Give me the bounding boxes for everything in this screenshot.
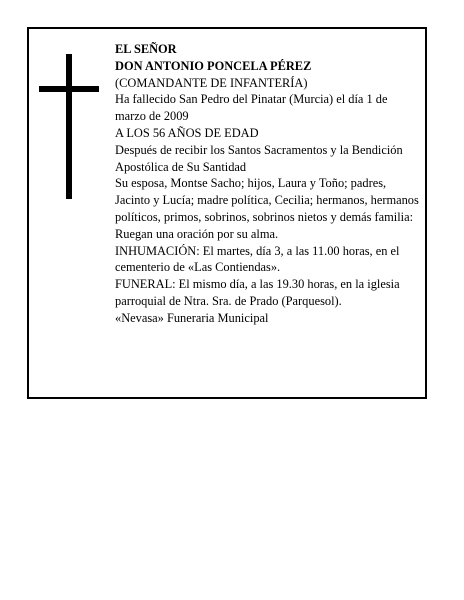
family-list: Su esposa, Montse Sacho; hijos, Laura y Toño; padres, Jacinto y Lucía; madre política, Cecilia; hermanos, hermanos políticos, primos, sobrinos, sobrinos nietos y demás familia: [115, 176, 419, 224]
cross-horizontal-bar [39, 86, 99, 92]
notice-text [115, 41, 421, 327]
prayer-request: Ruegan una oración por su alma. [115, 226, 279, 241]
cross-vertical-bar [66, 54, 72, 199]
deceased-rank: (COMANDANTE DE INFANTERÍA) [115, 75, 308, 90]
funeral-home: «Nevasa» Funeraria Municipal [115, 310, 269, 325]
funeral-info: FUNERAL: El mismo día, a las 19.30 horas, en la iglesia parroquial de Ntra. Sra. de Prado (Parquesol). [115, 277, 400, 308]
deceased-age: A LOS 56 AÑOS DE EDAD [115, 125, 259, 140]
cross-icon [39, 54, 99, 199]
deceased-name: DON ANTONIO PONCELA PÉREZ [115, 58, 312, 73]
death-info: Ha fallecido San Pedro del Pinatar (Murcia) el día 1 de marzo de 2009 [115, 92, 388, 124]
sacraments-text: Después de recibir los Santos Sacramentos y la Bendición Apostólica de Su Santidad [115, 142, 403, 174]
burial-info: INHUMACIÓN: El martes, día 3, a las 11.00 horas, en el cementerio de «Las Contiendas». [115, 243, 400, 275]
notice-title: EL SEÑOR [115, 42, 177, 56]
obituary-notice [27, 27, 427, 399]
